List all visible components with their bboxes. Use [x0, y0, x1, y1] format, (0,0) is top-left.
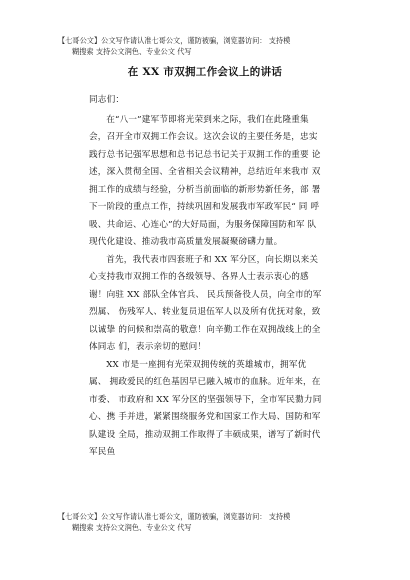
footer-line-2: 糊搜索 支持公文润色、专业公文 代写	[72, 523, 192, 532]
header-line-1: 【七哥公文】公文写作请认准七哥公文，谨防被骗，浏览器访问： 支持模	[58, 36, 291, 45]
header-line-2: 糊搜索 支持公文润色、专业公文 代写	[72, 47, 192, 56]
document-title: 在 XX 市双拥工作会议上的讲话	[127, 66, 283, 78]
paragraph-2: 首先，我代表市四套班子和 XX 军分区，向长期以来关心支持我市双拥工作的各级领导、各界人士表示衷心的感谢！向驻 XX 部队全体官兵、 民兵预备役人员，向全市的军烈属、 伤残军人、转业复员退伍军人以及所有优抚对象，致以诚挚 的问候和崇高的敬意！向辛勤工作在双拥战线上的全体同志 们，表示亲切的慰问！	[89, 254, 322, 352]
page-header-ad	[58, 35, 358, 57]
paragraph-3: XX 市是一座拥有光荣双拥传统的英雄城市，拥军优属、 拥政爱民的红色基因早已融入城市的血脉。近年来，在市委、 市政府和 XX 军分区的坚强领导下，全市军民勠力同心、携 手并进，紧紧围绕服务党和国家工作大局、国防和军队建设 全局，推动双拥工作取得了丰硕成果，谱写了新时代军民鱼	[89, 359, 322, 457]
paragraph-1: 在“八一”建军节即将光荣到来之际，我们在此隆重集 会，召开全市双拥工作会议。这次会议的主要任务是，忠实 践行总书记强军思想和总书记总书记关于双拥工作的重要 论述，深入贯彻全国、全省相关会议精神，总结近年来我市 双拥工作的成绩与经验，分析当前面临的新形势新任务，部 署下一阶段的重点工作，持续巩固和发展我市军政军民“ 同 呼吸、共命运、心连心”的大好局面，为服务保障国防和军 队现代化建设、推动我市高质量发展凝聚磅礴力量。	[89, 114, 321, 247]
footer-line-1: 【七哥公文】公文写作请认准七哥公文，谨防被骗，浏览器访问： 支持模	[58, 512, 291, 521]
document-body	[89, 92, 323, 462]
salutation: 同志们：	[89, 95, 125, 105]
page-footer-ad	[58, 511, 358, 533]
